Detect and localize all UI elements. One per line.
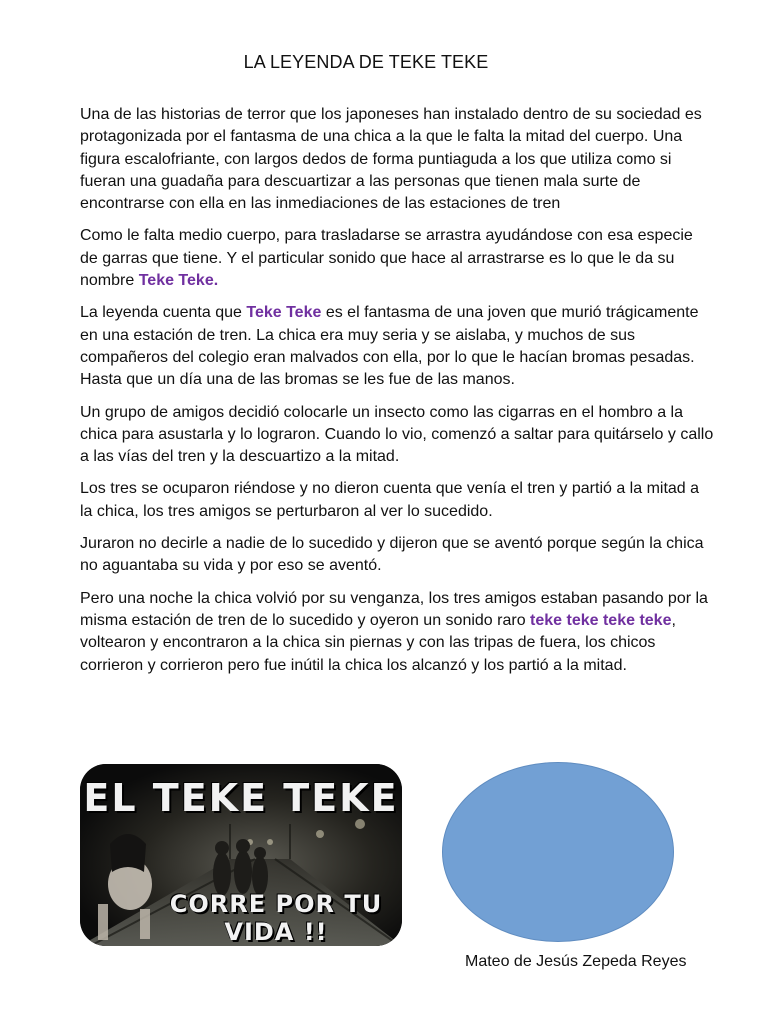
paragraph-7-text-end: , voltearon y encontraron a la chica sin piernas y con las tripas de fuera, los chicos corrieron y corrieron pero fue inútil la chica los alcanzó y los partió a la mitad.: [80, 611, 676, 674]
document-body: [80, 104, 714, 687]
paragraph-5: Los tres se ocuparon riéndose y no dieron cuenta que venía el tren y partió a la mitad a la chica, los tres amigos se perturbaron al ver lo sucedido.: [80, 480, 700, 520]
paragraph-1: Una de las historias de terror que los japoneses han instalado dentro de su sociedad es protagonizada por el fantasma de una chica a la que le falta la mitad del cuerpo. Una figura escalofriante, con largos dedos de forma puntiaguda a los que utiliza como si fueran una guadaña para descuartizar a las personas que tienen mala surte de encontrarse con ella en las inmediaciones de las estaciones de tren: [80, 106, 702, 213]
author-name: Mateo de Jesús Zepeda Reyes: [465, 953, 687, 970]
paragraph-6: Juraron no decirle a nadie de lo sucedido y dijeron que se aventó porque según la chica no aguantaba su vida y por eso se aventó.: [80, 535, 704, 575]
paragraph-3-text-end: es el fantasma de una joven que murió trágicamente en una estación de tren. La chica era muy seria y se aislaba, y muchos de sus compañeros del colegio eran malvados con ella, por lo que le hacían bromas pesadas. Hasta que un día una de las bromas se les fue de las manos.: [80, 304, 699, 389]
paragraph-2: [80, 225, 714, 292]
paragraph-7-text-start: Pero una noche la chica volvió por su venganza, los tres amigos estaban pasando por la misma estación de tren de lo sucedido y oyeron un sonido raro: [80, 589, 708, 629]
document-title: LA LEYENDA DE TEKE TEKE: [243, 52, 489, 72]
paragraph-3-text-start: La leyenda cuenta que: [80, 304, 247, 322]
poster-title-text: EL TEKE TEKE: [83, 776, 399, 820]
paragraph-3: [80, 302, 714, 391]
highlight-teke-sound: teke teke teke teke: [530, 611, 672, 629]
poster-subtitle-text: CORRE POR TU VIDA !!: [169, 890, 383, 946]
highlight-teke-teke: Teke Teke.: [138, 272, 219, 290]
paragraph-7: [80, 588, 714, 677]
paragraph-2-text: Como le falta medio cuerpo, para trasladarse se arrastra ayudándose con esa especie de garras que tiene. Y el particular sonido que hace al arrastrarse es lo que le da su nombre: [80, 227, 693, 290]
paragraph-4: Un grupo de amigos decidió colocarle un insecto como las cigarras en el hombro a la chica para asustarla y lo lograron. Cuando lo vio, comenzó a saltar para quitárselo y callo a las vías del tren y la descuartizo a la mitad.: [80, 403, 714, 466]
highlight-teke-teke: Teke Teke: [246, 304, 322, 322]
teke-teke-poster-image: [80, 764, 402, 946]
blue-oval-shape: [442, 762, 674, 942]
